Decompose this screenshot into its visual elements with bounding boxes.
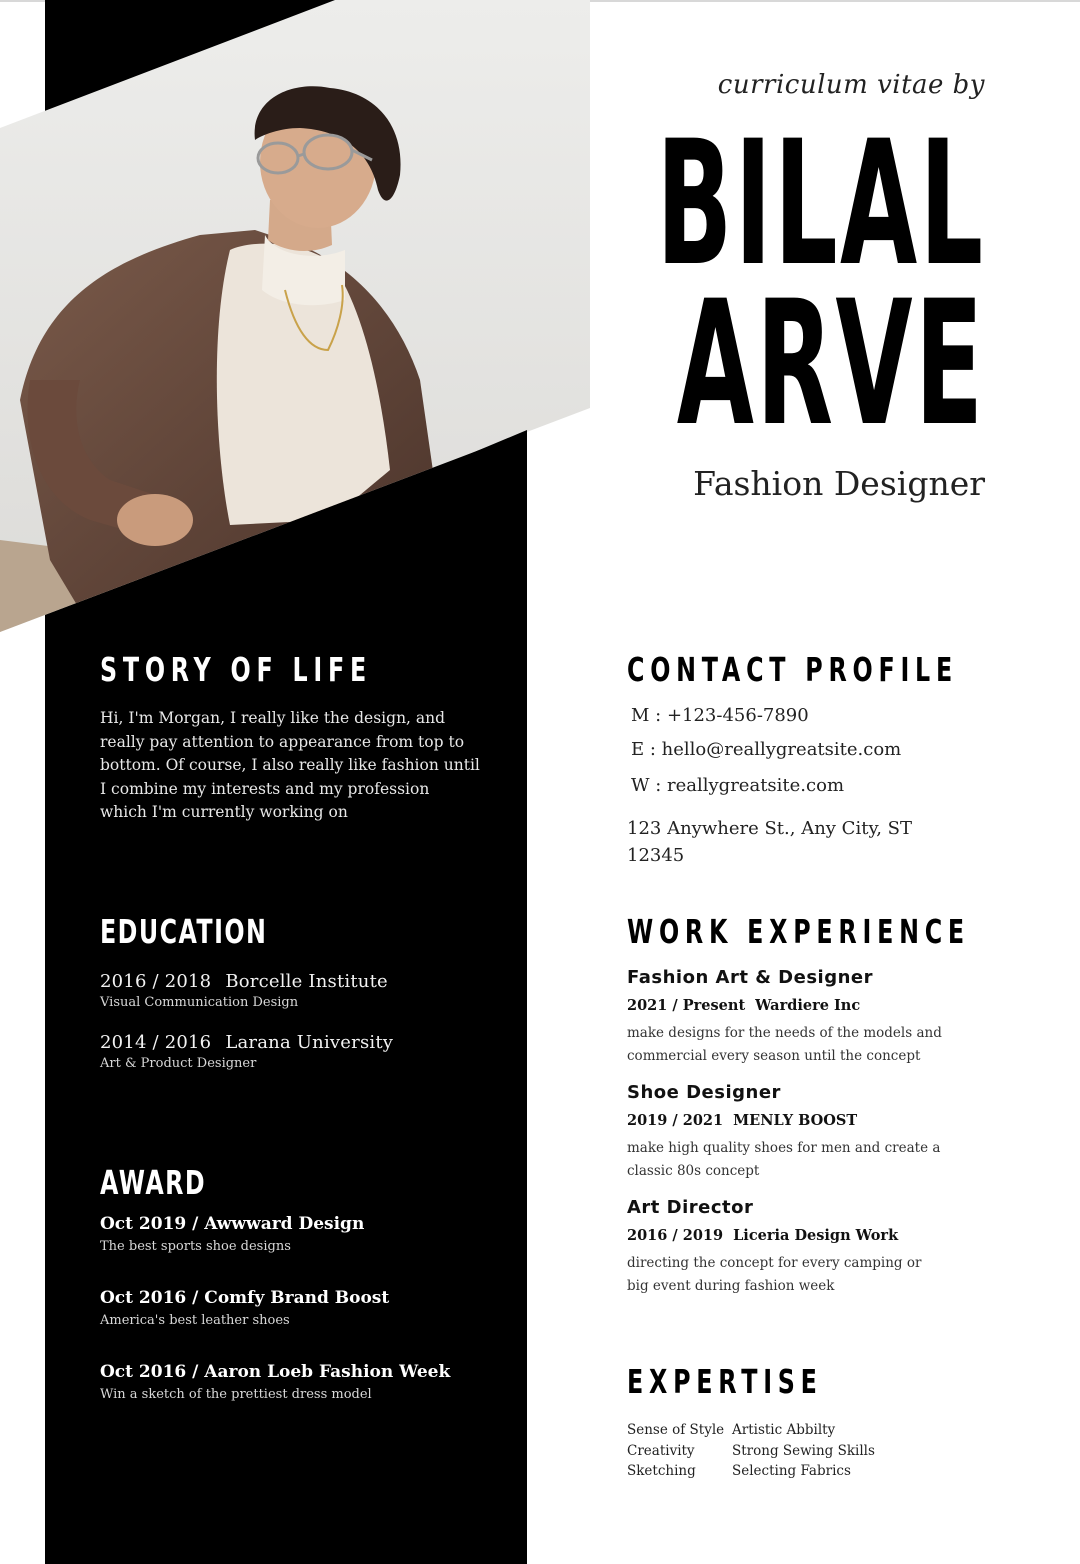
- story-body: Hi, I'm Morgan, I really like the design, and really pay attention to appearance from top to bottom. Of course, I also really like fashion until I combine my interests and my profession which I'm currently working on: [100, 709, 480, 822]
- job-years: 2021 / Present: [627, 997, 746, 1014]
- education-years: 2014 / 2016: [100, 1032, 212, 1053]
- education-item: [100, 971, 393, 1010]
- award-item: [100, 1214, 450, 1254]
- contact-address-line1: 123 Anywhere St., Any City, ST: [627, 818, 913, 839]
- award-detail: Win a sketch of the prettiest dress model: [100, 1387, 372, 1402]
- award-detail: America's best leather shoes: [100, 1313, 290, 1328]
- skill-item: Sense of Style: [627, 1422, 725, 1438]
- job-company: MENLY BOOST: [733, 1112, 858, 1129]
- last-name: ARVE: [676, 263, 985, 464]
- story-heading: STORY OF LIFE: [100, 650, 373, 689]
- work-item: [627, 967, 1080, 1067]
- education-heading: EDUCATION: [100, 912, 268, 951]
- expertise-list: [627, 1421, 899, 1482]
- job-years: 2019 / 2021: [627, 1112, 724, 1129]
- skill-item: Sketching: [627, 1463, 696, 1479]
- skill-item: Strong Sewing Skills: [732, 1442, 875, 1459]
- contact-email[interactable]: E : hello@reallygreatsite.com: [631, 739, 902, 760]
- job-title: Shoe Designer: [627, 1082, 781, 1103]
- award-detail: The best sports shoe designs: [100, 1239, 291, 1254]
- education-school: Larana University: [225, 1032, 394, 1053]
- contact-website[interactable]: W : reallygreatsite.com: [631, 775, 845, 796]
- job-description: make high quality shoes for men and create a classic 80s concept: [627, 1140, 941, 1179]
- education-detail: Art & Product Designer: [100, 1056, 257, 1071]
- contact-address-line2: 12345: [627, 845, 685, 866]
- cv-by-label: curriculum vitae by: [717, 70, 985, 100]
- contact-heading: CONTACT PROFILE: [627, 650, 958, 689]
- award-item: [100, 1288, 450, 1328]
- expertise-section: [627, 1362, 899, 1482]
- education-item: [100, 1032, 393, 1071]
- award-heading: AWARD: [100, 1163, 207, 1202]
- education-years: 2016 / 2018: [100, 971, 212, 992]
- award-item: [100, 1362, 450, 1402]
- first-name: BILAL: [655, 103, 985, 304]
- work-item: [627, 1197, 1080, 1297]
- award-title: Oct 2016 / Comfy Brand Boost: [100, 1288, 390, 1308]
- job-title: Fashion Art & Designer: [627, 967, 873, 988]
- story-section: [100, 650, 480, 825]
- skill-item: Selecting Fabrics: [732, 1463, 851, 1479]
- expertise-heading: EXPERTISE: [627, 1362, 823, 1401]
- education-detail: Visual Communication Design: [100, 995, 299, 1010]
- award-title: Oct 2016 / Aaron Loeb Fashion Week: [100, 1362, 451, 1382]
- job-description: make designs for the needs of the models and commercial every season until the concept: [627, 1025, 942, 1064]
- headline-block: [418, 70, 985, 503]
- job-company: Liceria Design Work: [733, 1227, 899, 1244]
- job-company: Wardiere Inc: [755, 997, 861, 1014]
- job-years: 2016 / 2019: [627, 1227, 724, 1244]
- work-section: [627, 912, 1080, 1297]
- education-school: Borcelle Institute: [225, 971, 388, 992]
- contact-phone[interactable]: M : +123-456-7890: [631, 705, 809, 726]
- job-title: Art Director: [627, 1197, 754, 1218]
- job-role: Fashion Designer: [693, 464, 985, 503]
- job-description: directing the concept for every camping or big event during fashion week: [627, 1255, 922, 1294]
- skill-item: Artistic Abbilty: [732, 1422, 836, 1438]
- education-section: [100, 912, 393, 1093]
- work-heading: WORK EXPERIENCE: [627, 912, 970, 951]
- award-section: [100, 1163, 450, 1436]
- work-item: [627, 1082, 1080, 1182]
- skill-item: Creativity: [627, 1442, 695, 1459]
- contact-section: [627, 650, 1080, 866]
- award-title: Oct 2019 / Awwward Design: [100, 1214, 365, 1234]
